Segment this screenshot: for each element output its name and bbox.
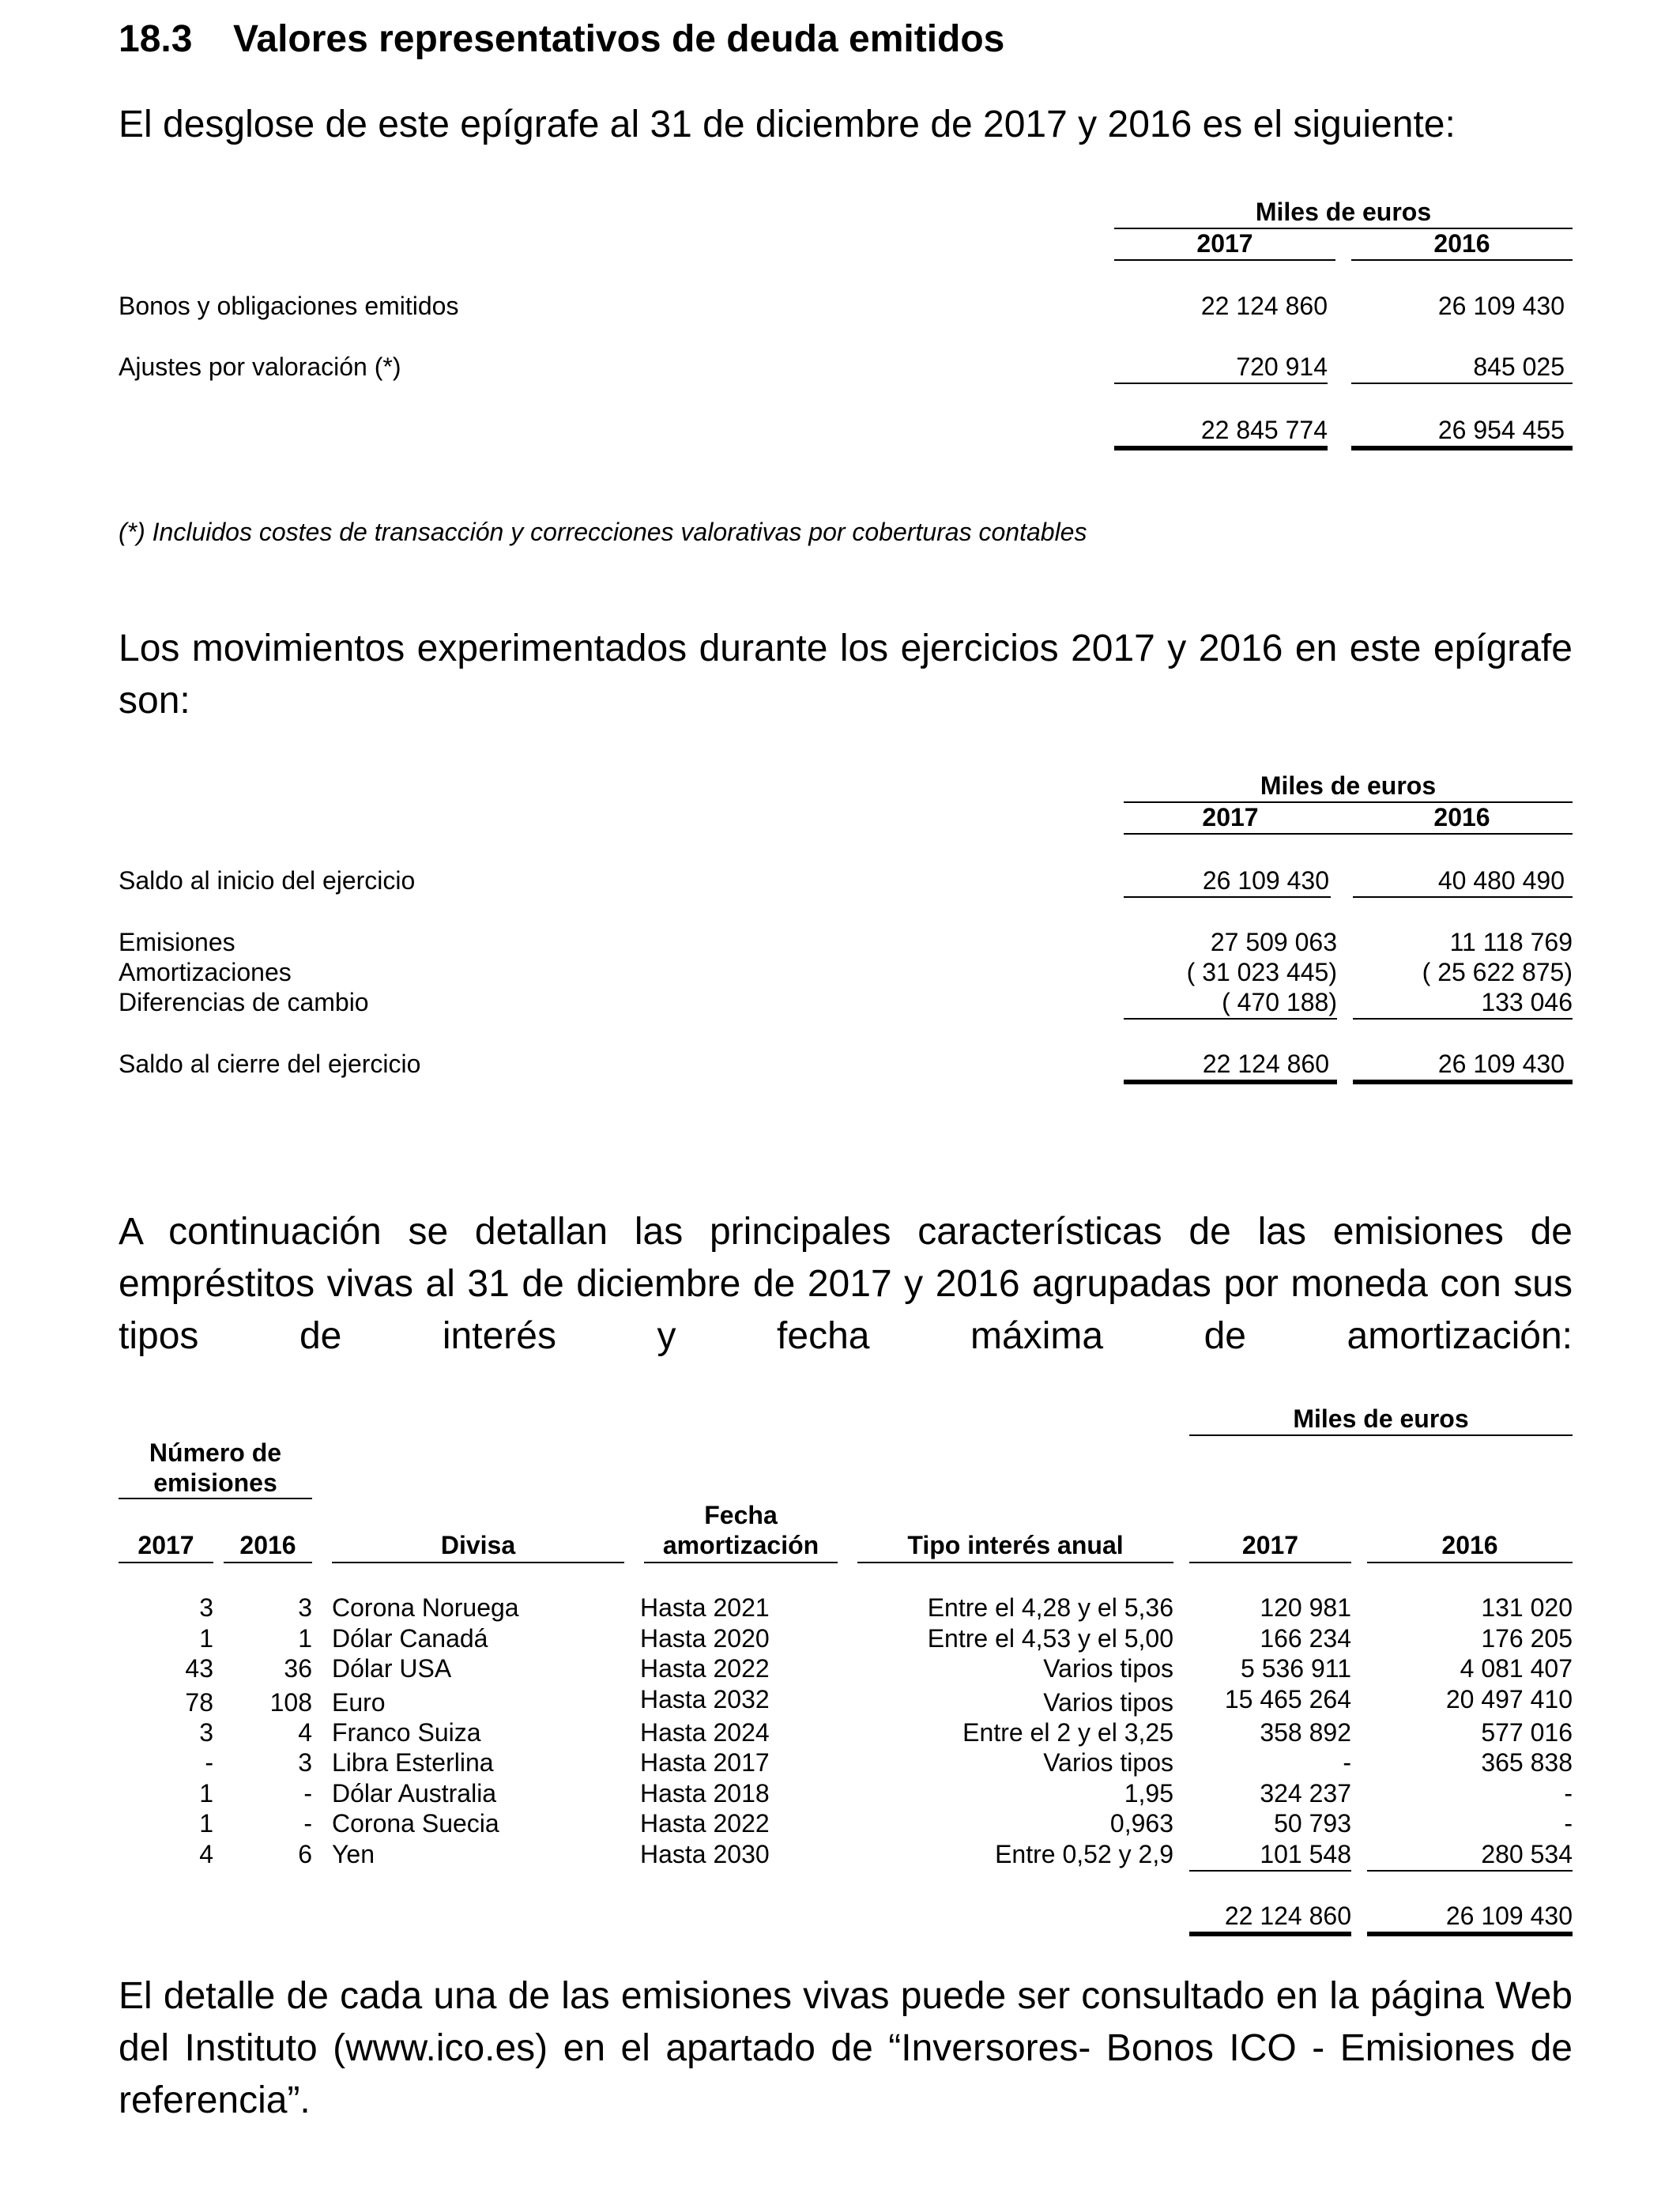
row-v2016: 4 081 407 xyxy=(1460,1654,1573,1683)
row-fecha: Hasta 2024 xyxy=(640,1718,770,1747)
row-value-2016: ( 25 622 875) xyxy=(1422,958,1573,986)
row-value-2017: ( 470 188) xyxy=(1222,988,1337,1016)
row-v2016: 577 016 xyxy=(1481,1718,1573,1747)
row-v2016: - xyxy=(1564,1779,1573,1808)
opening-line-2016 xyxy=(1353,896,1573,898)
row-divisa: Yen xyxy=(332,1840,375,1868)
num-issues-header-line2: emisiones xyxy=(153,1468,277,1497)
col-underline-v2016 xyxy=(1367,1562,1573,1563)
col-underline-divisa xyxy=(332,1562,624,1563)
row-v2016: 280 534 xyxy=(1481,1840,1573,1868)
col-underline-n2017 xyxy=(119,1562,213,1563)
num-issues-underline xyxy=(119,1498,312,1499)
row-fecha: Hasta 2032 xyxy=(640,1685,770,1713)
closing-value-2016: 26 109 430 xyxy=(1437,1050,1565,1078)
row-tipo: Entre 0,52 y 2,9 xyxy=(995,1840,1173,1868)
row-divisa: Dólar USA xyxy=(332,1654,452,1683)
col-header-v2017: 2017 xyxy=(1241,1531,1299,1559)
footnote: (*) Incluidos costes de transacción y correcciones valorativas por coberturas contables xyxy=(119,518,1087,546)
row-n2017: 4 xyxy=(199,1840,213,1868)
row-v2016: 176 205 xyxy=(1481,1624,1573,1653)
total-value-2017: 22 845 774 xyxy=(1200,416,1328,444)
opening-value-2016: 40 480 490 xyxy=(1437,866,1565,895)
total-double-line-2017 xyxy=(1189,1932,1351,1936)
row-divisa: Corona Suecia xyxy=(332,1809,499,1838)
row-n2016: 36 xyxy=(284,1654,312,1683)
row-n2016: 4 xyxy=(298,1718,312,1747)
total-value-2016: 26 109 430 xyxy=(1445,1902,1573,1930)
unit-underline xyxy=(1189,1434,1573,1436)
row-label: Ajustes por valoración (*) xyxy=(119,352,401,381)
row-v2016: 365 838 xyxy=(1481,1748,1573,1777)
row-label: Amortizaciones xyxy=(119,958,292,986)
row-tipo: Varios tipos xyxy=(1043,1654,1173,1683)
col-underline-tipo xyxy=(857,1562,1173,1563)
opening-line-2017 xyxy=(1124,896,1331,898)
row-value-2016: 133 046 xyxy=(1481,988,1573,1016)
row-divisa: Euro xyxy=(332,1688,386,1717)
col-header-2017: 2017 xyxy=(1202,803,1259,831)
row-n2017: 78 xyxy=(185,1688,213,1717)
opening-value-2017: 26 109 430 xyxy=(1202,866,1329,895)
header-underline xyxy=(1124,833,1573,835)
closing-double-line-2017 xyxy=(1124,1080,1337,1084)
row-n2016: 1 xyxy=(298,1624,312,1653)
col-header-2016: 2016 xyxy=(1433,803,1490,831)
num-issues-header-line1: Número de xyxy=(149,1438,282,1467)
closing-label: Saldo al cierre del ejercicio xyxy=(119,1050,421,1078)
col-header-2017: 2017 xyxy=(1196,229,1253,258)
row-tipo: 1,95 xyxy=(1124,1779,1173,1808)
row-v2017: 166 234 xyxy=(1260,1624,1351,1653)
outro-paragraph: El detalle de cada una de las emisiones vivas puede ser consultado en la página Web del Instituto (www.ico.es) en el apartado de “Inversores- Bonos ICO - Emisiones de referencia”. xyxy=(119,1975,1573,2121)
col-header-n2017: 2017 xyxy=(137,1531,194,1559)
fecha-header-line1: Fecha xyxy=(704,1501,778,1529)
row-v2016: - xyxy=(1564,1809,1573,1838)
subtotal-line-2017 xyxy=(1124,1018,1337,1020)
row-v2017: 120 981 xyxy=(1260,1593,1351,1622)
row-value-2017: 720 914 xyxy=(1236,352,1328,381)
col-underline-fecha xyxy=(644,1562,838,1563)
row-tipo: 0,963 xyxy=(1109,1809,1173,1838)
row-label: Bonos y obligaciones emitidos xyxy=(119,292,459,320)
total-value-2016: 26 954 455 xyxy=(1437,416,1565,444)
row-v2016: 20 497 410 xyxy=(1445,1685,1573,1713)
row-n2016: 3 xyxy=(298,1748,312,1777)
row-v2017: 15 465 264 xyxy=(1224,1685,1351,1713)
row-v2017: 101 548 xyxy=(1260,1840,1351,1868)
row-fecha: Hasta 2017 xyxy=(640,1748,770,1777)
row-v2017: 50 793 xyxy=(1274,1809,1351,1838)
subtotal-line-2017 xyxy=(1114,383,1328,384)
total-double-line-2016 xyxy=(1367,1932,1573,1936)
subtotal-line-2016 xyxy=(1367,1870,1573,1872)
row-n2017: 1 xyxy=(199,1809,213,1838)
unit-label: Miles de euros xyxy=(1293,1404,1469,1433)
unit-label: Miles de euros xyxy=(1260,771,1437,800)
section-number: 18.3 xyxy=(119,18,193,60)
total-double-line-2016 xyxy=(1351,446,1573,450)
row-n2016: - xyxy=(303,1809,312,1838)
row-fecha: Hasta 2030 xyxy=(640,1840,770,1868)
intro-paragraph-1: El desglose de este epígrafe al 31 de diciembre de 2017 y 2016 es el siguiente: xyxy=(119,104,1456,145)
row-fecha: Hasta 2018 xyxy=(640,1779,770,1808)
closing-double-line-2016 xyxy=(1353,1080,1573,1084)
col-header-tipo: Tipo interés anual xyxy=(907,1531,1124,1559)
col-underline-v2017 xyxy=(1189,1562,1351,1563)
row-tipo: Varios tipos xyxy=(1043,1688,1173,1717)
total-value-2017: 22 124 860 xyxy=(1224,1902,1351,1930)
col-underline-n2016 xyxy=(224,1562,312,1563)
header-underline-2017 xyxy=(1114,259,1335,261)
intro-paragraph-3: A continuación se detallan las principales características de las emisiones de empréstitos vivas al 31 de diciembre de 2017 y 2016 agrupadas por moneda con sus tipos de interés y fecha máxima de amortización: xyxy=(119,1211,1573,1357)
row-value-2017: 22 124 860 xyxy=(1200,292,1328,320)
row-n2017: 3 xyxy=(199,1593,213,1622)
col-header-divisa: Divisa xyxy=(440,1531,516,1559)
intro-paragraph-2: Los movimientos experimentados durante los ejercicios 2017 y 2016 en este epígrafe son: xyxy=(119,628,1573,722)
row-value-2017: 27 509 063 xyxy=(1210,928,1337,956)
row-fecha: Hasta 2022 xyxy=(640,1809,770,1838)
col-header-2016: 2016 xyxy=(1433,229,1490,258)
row-n2016: 3 xyxy=(298,1593,312,1622)
closing-value-2017: 22 124 860 xyxy=(1202,1050,1329,1078)
row-label: Emisiones xyxy=(119,928,235,956)
row-fecha: Hasta 2021 xyxy=(640,1593,770,1622)
subtotal-line-2016 xyxy=(1353,1018,1573,1020)
row-v2017: - xyxy=(1343,1748,1351,1777)
row-value-2017: ( 31 023 445) xyxy=(1186,958,1337,986)
row-divisa: Libra Esterlina xyxy=(332,1748,494,1777)
row-tipo: Varios tipos xyxy=(1043,1748,1173,1777)
row-n2017: 3 xyxy=(199,1718,213,1747)
row-v2016: 131 020 xyxy=(1481,1593,1573,1622)
col-header-n2016: 2016 xyxy=(239,1531,296,1559)
row-fecha: Hasta 2020 xyxy=(640,1624,770,1653)
subtotal-line-2016 xyxy=(1351,383,1573,384)
fecha-header-line2: amortización xyxy=(662,1531,819,1559)
row-label: Diferencias de cambio xyxy=(119,988,369,1016)
row-divisa: Franco Suiza xyxy=(332,1718,481,1747)
opening-label: Saldo al inicio del ejercicio xyxy=(119,866,416,895)
row-fecha: Hasta 2022 xyxy=(640,1654,770,1683)
row-v2017: 5 536 911 xyxy=(1241,1654,1351,1683)
row-n2016: - xyxy=(303,1779,312,1808)
row-divisa: Dólar Canadá xyxy=(332,1624,488,1653)
row-tipo: Entre el 2 y el 3,25 xyxy=(962,1718,1173,1747)
subtotal-line-2017 xyxy=(1189,1870,1351,1872)
total-double-line-2017 xyxy=(1114,446,1328,450)
row-n2017: 1 xyxy=(199,1624,213,1653)
row-v2017: 358 892 xyxy=(1260,1718,1351,1747)
col-header-v2016: 2016 xyxy=(1441,1531,1498,1559)
unit-label: Miles de euros xyxy=(1255,198,1432,226)
row-value-2016: 26 109 430 xyxy=(1437,292,1565,320)
section-title: Valores representativos de deuda emitidos xyxy=(233,18,1005,60)
row-n2016: 108 xyxy=(269,1688,312,1717)
row-n2016: 6 xyxy=(298,1840,312,1868)
row-n2017: 43 xyxy=(185,1654,213,1683)
header-underline-2016 xyxy=(1351,259,1573,261)
row-value-2016: 11 118 769 xyxy=(1449,928,1573,956)
row-n2017: - xyxy=(205,1748,213,1777)
row-tipo: Entre el 4,28 y el 5,36 xyxy=(927,1593,1173,1622)
row-n2017: 1 xyxy=(199,1779,213,1808)
row-divisa: Corona Noruega xyxy=(332,1593,519,1622)
row-tipo: Entre el 4,53 y el 5,00 xyxy=(927,1624,1173,1653)
row-divisa: Dólar Australia xyxy=(332,1779,497,1808)
row-v2017: 324 237 xyxy=(1260,1779,1351,1808)
row-value-2016: 845 025 xyxy=(1473,352,1565,381)
